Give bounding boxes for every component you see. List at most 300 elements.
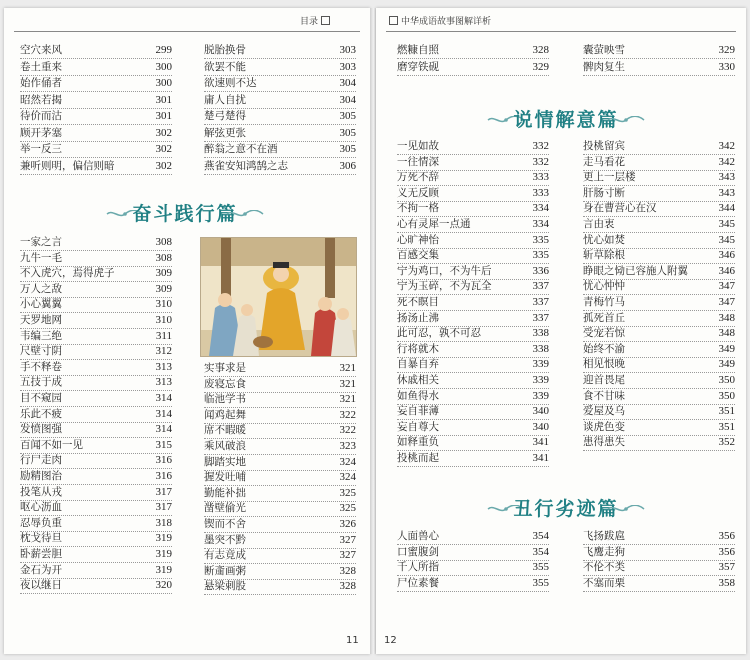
- toc-entry-page: 343: [718, 186, 735, 199]
- toc-entry-title: 不伦不类: [583, 561, 625, 574]
- toc-entry[interactable]: [583, 169, 735, 186]
- toc-entry[interactable]: [397, 185, 549, 202]
- toc-entry-page: 317: [155, 485, 172, 498]
- toc-entry-page: 348: [718, 311, 735, 324]
- toc-entry[interactable]: [397, 372, 549, 389]
- toc-entry[interactable]: [204, 360, 356, 377]
- toc-entry-title: 脚踏实地: [204, 455, 246, 468]
- toc-entry-page: 314: [155, 392, 172, 404]
- toc-entry-title: 席不暇暖: [204, 424, 246, 437]
- toc-entry[interactable]: [397, 232, 549, 249]
- toc-entry[interactable]: [204, 547, 356, 564]
- toc-entry-page: 308: [155, 236, 172, 248]
- toc-entry[interactable]: [204, 75, 356, 92]
- right-running-head: [386, 14, 491, 27]
- toc-entry[interactable]: [20, 390, 172, 407]
- toc-entry[interactable]: [397, 403, 549, 420]
- toc-entry[interactable]: [204, 454, 356, 471]
- toc-entry-page: 334: [532, 218, 549, 230]
- toc-entry-title: 宁为鸡口，不为牛后: [397, 264, 492, 277]
- toc-entry[interactable]: [397, 42, 549, 59]
- toc-entry-page: 305: [339, 110, 356, 122]
- toc-entry[interactable]: [20, 421, 172, 438]
- toc-entry[interactable]: [20, 265, 172, 282]
- toc-entry[interactable]: [204, 578, 356, 595]
- toc-entry[interactable]: [583, 372, 735, 389]
- toc-entry-title: 宁为玉碎，不为瓦全: [397, 280, 492, 293]
- toc-entry[interactable]: [397, 216, 549, 233]
- toc-entry-title: 悬梁刺股: [204, 580, 246, 593]
- toc-entry[interactable]: [204, 376, 356, 393]
- square-icon: [389, 16, 398, 25]
- toc-entry-title: 卧薪尝胆: [20, 548, 62, 560]
- toc-entry-title: 谈虎色变: [583, 420, 625, 433]
- toc-entry-title: 凿壁偷光: [204, 502, 246, 515]
- toc-entry[interactable]: [20, 296, 172, 313]
- toc-entry-title: 此可忍，孰不可忍: [397, 327, 481, 340]
- toc-entry-title: 心旷神怡: [397, 233, 439, 246]
- toc-entry[interactable]: [583, 356, 735, 373]
- toc-entry-title: 空穴来风: [20, 44, 62, 56]
- toc-entry[interactable]: [20, 281, 172, 298]
- toc-entry-page: 323: [339, 440, 356, 452]
- toc-entry-title: 不塞而栗: [583, 576, 625, 589]
- toc-entry-title: 庸人自扰: [204, 93, 246, 106]
- toc-entry-title: 闻鸡起舞: [204, 408, 246, 421]
- toc-entry-page: 357: [718, 561, 735, 574]
- toc-entry-title: 妄自菲薄: [397, 405, 439, 418]
- toc-entry[interactable]: [20, 125, 172, 142]
- toc-entry-page: 319: [155, 548, 172, 560]
- toc-entry-title: 墨突不黔: [204, 533, 246, 546]
- toc-entry[interactable]: [583, 59, 735, 76]
- toc-entry-title: 肝肠寸断: [583, 186, 625, 199]
- toc-entry-title: 始终不渝: [583, 342, 625, 355]
- toc-entry[interactable]: [583, 325, 735, 342]
- toc-entry-page: 341: [532, 436, 549, 449]
- toc-entry[interactable]: [20, 452, 172, 469]
- toc-entry-page: 342: [718, 140, 735, 152]
- section-heading-chouxing: [486, 492, 646, 522]
- toc-entry-title: 忧心如焚: [583, 233, 625, 246]
- toc-entry-title: 忧心忡忡: [583, 280, 625, 293]
- toc-entry[interactable]: [583, 154, 735, 171]
- toc-entry[interactable]: [583, 388, 735, 405]
- toc-entry-title: 燃糠自照: [397, 44, 439, 56]
- toc-entry[interactable]: [397, 169, 549, 186]
- running-head-text: 中华成语故事图解详析: [401, 17, 492, 27]
- scroll-ornament-icon: [225, 210, 265, 218]
- section-title: 说情解意篇: [513, 109, 619, 131]
- toc-entry-page: 345: [718, 218, 735, 230]
- toc-entry-page: 348: [718, 327, 735, 340]
- toc-entry[interactable]: [20, 250, 172, 267]
- toc-entry-page: 303: [339, 44, 356, 56]
- toc-entry-title: 受宠若惊: [583, 327, 625, 340]
- toc-entry[interactable]: [20, 359, 172, 376]
- toc-entry[interactable]: [397, 200, 549, 217]
- toc-entry-title: 解弦更张: [204, 126, 246, 139]
- toc-entry-title: 实事求是: [204, 362, 246, 374]
- toc-entry-page: 329: [718, 44, 735, 56]
- toc-entry-page: 354: [532, 545, 549, 558]
- toc-entry[interactable]: [20, 515, 172, 532]
- toc-entry[interactable]: [583, 434, 735, 451]
- toc-entry-page: 325: [339, 486, 356, 499]
- toc-entry-page: 338: [532, 327, 549, 340]
- toc-entry-title: 枕戈待旦: [20, 532, 62, 545]
- toc-entry-page: 344: [718, 202, 735, 215]
- toc-entry[interactable]: [20, 234, 172, 251]
- toc-entry-page: 333: [532, 171, 549, 184]
- toc-entry[interactable]: [204, 108, 356, 125]
- toc-entry-page: 326: [339, 518, 356, 530]
- toc-entry-title: 患得患失: [583, 436, 625, 449]
- toc-entry[interactable]: [204, 391, 356, 408]
- scroll-ornament-icon: [606, 505, 646, 513]
- toc-entry-title: 更上一层楼: [583, 171, 636, 184]
- toc-entry-title: 五技于成: [20, 376, 62, 389]
- toc-entry[interactable]: [583, 42, 735, 59]
- header-rule: [14, 31, 360, 32]
- toc-entry[interactable]: [583, 200, 735, 217]
- toc-entry-page: 321: [339, 377, 356, 390]
- toc-entry-page: 308: [155, 251, 172, 264]
- toc-entry-page: 309: [155, 282, 172, 295]
- toc-entry[interactable]: [20, 406, 172, 423]
- toc-entry[interactable]: [397, 325, 549, 342]
- toc-entry-title: 如鱼得水: [397, 389, 439, 402]
- section-title: 奋斗践行篇: [132, 203, 238, 225]
- toc-entry-title: 金石为开: [20, 563, 62, 576]
- toc-entry-title: 一见如故: [397, 140, 439, 152]
- toc-entry[interactable]: [20, 343, 172, 360]
- toc-entry[interactable]: [20, 312, 172, 329]
- right-page-number: 12: [384, 635, 397, 646]
- toc-entry-title: 自暴自弃: [397, 358, 439, 371]
- toc-entry-page: 343: [718, 171, 735, 184]
- toc-entry[interactable]: [204, 469, 356, 486]
- toc-entry[interactable]: [397, 138, 549, 155]
- toc-entry-title: 乐此不疲: [20, 407, 62, 420]
- toc-entry[interactable]: [20, 108, 172, 125]
- toc-entry-title: 兼听则明，偏信则暗: [20, 159, 115, 172]
- toc-entry[interactable]: [397, 434, 549, 451]
- toc-entry[interactable]: [20, 484, 172, 501]
- toc-entry-page: 328: [339, 580, 356, 593]
- toc-entry-page: 300: [155, 77, 172, 89]
- toc-entry[interactable]: [20, 42, 172, 59]
- toc-entry-page: 318: [155, 516, 172, 529]
- toc-entry-title: 始作俑者: [20, 77, 62, 89]
- toc-entry[interactable]: [204, 516, 356, 533]
- toc-entry[interactable]: [583, 185, 735, 202]
- toc-entry[interactable]: [20, 499, 172, 516]
- toc-entry-page: 301: [155, 110, 172, 122]
- toc-entry-title: 待价而沽: [20, 110, 62, 122]
- toc-entry-title: 投桃留宾: [583, 140, 625, 152]
- toc-entry-title: 楚弓楚得: [204, 110, 246, 122]
- toc-entry-page: 322: [339, 408, 356, 421]
- toc-entry[interactable]: [20, 92, 172, 109]
- toc-entry-page: 305: [339, 143, 356, 155]
- toc-entry[interactable]: [583, 310, 735, 327]
- toc-entry-page: 322: [339, 424, 356, 437]
- toc-entry-page: 324: [339, 455, 356, 468]
- toc-entry[interactable]: [397, 294, 549, 311]
- toc-entry-page: 334: [532, 202, 549, 215]
- header-rule: [386, 31, 736, 32]
- toc-entry-title: 行尸走肉: [20, 454, 62, 467]
- toc-entry-page: 324: [339, 471, 356, 484]
- toc-entry-title: 如释重负: [397, 436, 439, 449]
- toc-entry-page: 316: [155, 470, 172, 482]
- toc-entry-page: 304: [339, 77, 356, 89]
- toc-entry-title: 妄自尊大: [397, 420, 439, 433]
- toc-entry[interactable]: [20, 374, 172, 391]
- toc-entry-page: 319: [155, 532, 172, 545]
- toc-entry[interactable]: [204, 438, 356, 455]
- toc-entry[interactable]: [204, 563, 356, 580]
- toc-entry-page: 350: [718, 374, 735, 386]
- toc-entry[interactable]: [20, 75, 172, 92]
- story-illustration: [200, 237, 357, 357]
- section-heading-shuoqing: [486, 103, 646, 133]
- toc-entry[interactable]: [583, 419, 735, 436]
- toc-entry[interactable]: [397, 419, 549, 436]
- toc-entry[interactable]: [204, 141, 356, 158]
- toc-entry[interactable]: [583, 247, 735, 264]
- toc-entry-title: 飞扬跋扈: [583, 530, 625, 542]
- toc-entry-page: 325: [339, 502, 356, 515]
- toc-entry-title: 锲而不舍: [204, 518, 246, 530]
- toc-entry-page: 329: [532, 60, 549, 73]
- toc-entry[interactable]: [397, 263, 549, 280]
- toc-entry-title: 百闻不如一见: [20, 438, 83, 451]
- toc-entry[interactable]: [204, 407, 356, 424]
- toc-entry[interactable]: [397, 341, 549, 358]
- toc-entry-title: 投笔从戎: [20, 485, 62, 498]
- toc-entry[interactable]: [583, 216, 735, 233]
- toc-entry-page: 302: [155, 143, 172, 155]
- toc-entry-page: 313: [155, 376, 172, 389]
- toc-entry-title: 醉翁之意不在酒: [204, 143, 278, 155]
- toc-entry[interactable]: [397, 559, 549, 576]
- toc-entry[interactable]: [204, 500, 356, 517]
- toc-entry-page: 336: [532, 264, 549, 277]
- toc-entry[interactable]: [204, 125, 356, 142]
- toc-entry-page: 310: [155, 298, 172, 311]
- toc-entry-page: 319: [155, 563, 172, 576]
- toc-entry[interactable]: [583, 263, 735, 280]
- toc-entry-page: 354: [532, 530, 549, 542]
- toc-entry-page: 328: [339, 564, 356, 577]
- toc-entry-title: 天罗地网: [20, 314, 62, 326]
- toc-entry[interactable]: [583, 528, 735, 545]
- toc-entry[interactable]: [204, 422, 356, 439]
- toc-entry-page: 314: [155, 407, 172, 420]
- toc-entry-page: 302: [155, 126, 172, 139]
- toc-entry[interactable]: [204, 59, 356, 76]
- toc-entry-page: 356: [718, 530, 735, 542]
- toc-entry-page: 312: [155, 345, 172, 358]
- toc-entry[interactable]: [20, 468, 172, 485]
- toc-entry-title: 迎首畏尾: [583, 374, 625, 386]
- toc-entry-title: 相见恨晚: [583, 358, 625, 371]
- toc-entry-title: 食不甘味: [583, 389, 625, 402]
- toc-entry[interactable]: [397, 154, 549, 171]
- toc-entry-title: 义无反顾: [397, 186, 439, 199]
- toc-entry-title: 欲罢不能: [204, 60, 246, 73]
- left-running-head: [300, 14, 333, 27]
- toc-entry[interactable]: [20, 530, 172, 547]
- toc-entry[interactable]: [20, 577, 172, 594]
- toc-entry-page: 340: [532, 405, 549, 418]
- toc-entry-title: 囊萤映雪: [583, 44, 625, 56]
- toc-entry-page: 332: [532, 140, 549, 152]
- toc-entry-title: 废寝忘食: [204, 377, 246, 390]
- toc-entry[interactable]: [397, 247, 549, 264]
- toc-entry-page: 321: [339, 362, 356, 374]
- toc-entry[interactable]: [20, 141, 172, 158]
- toc-entry-title: 言由衷: [583, 218, 615, 230]
- toc-entry-page: 337: [532, 280, 549, 293]
- toc-entry[interactable]: [583, 278, 735, 295]
- toc-entry-title: 临池学书: [204, 393, 246, 406]
- toc-entry-page: 320: [155, 579, 172, 592]
- toc-entry-title: 行将就木: [397, 342, 439, 355]
- toc-entry-page: 316: [155, 454, 172, 467]
- toc-entry[interactable]: [397, 310, 549, 327]
- toc-entry-title: 忍辱负重: [20, 516, 62, 529]
- toc-entry[interactable]: [583, 544, 735, 561]
- toc-entry[interactable]: [20, 328, 172, 345]
- toc-entry[interactable]: [583, 575, 735, 592]
- toc-entry-title: 爱屋及乌: [583, 405, 625, 418]
- toc-entry[interactable]: [397, 278, 549, 295]
- toc-entry[interactable]: [397, 450, 549, 467]
- toc-entry-page: 330: [718, 60, 735, 73]
- toc-entry-page: 342: [718, 155, 735, 168]
- toc-entry[interactable]: [583, 341, 735, 358]
- toc-entry-page: 340: [532, 420, 549, 433]
- toc-entry[interactable]: [20, 437, 172, 454]
- toc-entry[interactable]: [204, 532, 356, 549]
- toc-entry[interactable]: [583, 403, 735, 420]
- toc-entry[interactable]: [397, 575, 549, 592]
- toc-entry-title: 九牛一毛: [20, 251, 62, 264]
- toc-entry-title: 不拘一格: [397, 202, 439, 215]
- toc-entry-title: 孤死首丘: [583, 311, 625, 324]
- toc-entry-title: 万人之敌: [20, 282, 62, 295]
- section-title: 丑行劣迹篇: [513, 498, 619, 520]
- toc-entry-page: 341: [532, 452, 549, 464]
- toc-entry-title: 昭然若揭: [20, 93, 62, 106]
- toc-entry-title: 手不释卷: [20, 360, 62, 373]
- toc-entry-page: 299: [155, 44, 172, 56]
- toc-entry[interactable]: [204, 485, 356, 502]
- toc-entry-page: 311: [155, 329, 172, 342]
- toc-entry-title: 小心翼翼: [20, 298, 62, 311]
- toc-entry-title: 握发吐哺: [204, 471, 246, 484]
- toc-entry-page: 358: [718, 576, 735, 589]
- toc-entry-page: 321: [339, 393, 356, 406]
- toc-entry-page: 335: [532, 249, 549, 262]
- toc-entry-page: 314: [155, 423, 172, 436]
- toc-entry[interactable]: [20, 546, 172, 563]
- toc-entry-page: 352: [718, 436, 735, 449]
- toc-entry-title: 尸位素餐: [397, 576, 439, 589]
- toc-entry[interactable]: [397, 59, 549, 76]
- toc-entry[interactable]: [397, 544, 549, 561]
- toc-entry[interactable]: [583, 294, 735, 311]
- square-icon: [321, 16, 330, 25]
- toc-entry-page: 315: [155, 438, 172, 451]
- toc-entry-page: 305: [339, 126, 356, 139]
- toc-entry[interactable]: [20, 562, 172, 579]
- toc-entry[interactable]: [204, 158, 356, 175]
- toc-entry[interactable]: [583, 138, 735, 155]
- toc-entry-page: 347: [718, 280, 735, 293]
- toc-entry[interactable]: [20, 158, 172, 175]
- toc-entry-title: 睁眼之恸已容施人附翼: [583, 264, 688, 277]
- toc-entry-title: 卷土重来: [20, 60, 62, 73]
- toc-entry-page: 349: [718, 358, 735, 371]
- section-heading-fendou: [105, 197, 265, 227]
- toc-entry-title: 顾开茅塞: [20, 126, 62, 139]
- toc-entry-title: 励精图治: [20, 470, 62, 482]
- toc-entry-title: 断齑画粥: [204, 564, 246, 577]
- toc-entry[interactable]: [204, 42, 356, 59]
- toc-entry-title: 万死不辞: [397, 171, 439, 184]
- toc-entry-page: 355: [532, 576, 549, 589]
- toc-entry-page: 356: [718, 545, 735, 558]
- toc-entry-page: 306: [339, 159, 356, 172]
- toc-entry-page: 339: [532, 389, 549, 402]
- toc-entry[interactable]: [397, 356, 549, 373]
- toc-entry-page: 333: [532, 186, 549, 199]
- toc-entry-title: 发愤图强: [20, 423, 62, 436]
- toc-entry[interactable]: [583, 232, 735, 249]
- toc-entry-page: 345: [718, 233, 735, 246]
- toc-entry-title: 勤能补拙: [204, 486, 246, 499]
- toc-entry-title: 目不窥园: [20, 392, 62, 404]
- toc-entry-title: 脱胎换骨: [204, 44, 246, 56]
- toc-entry[interactable]: [20, 59, 172, 76]
- toc-entry-title: 百感交集: [397, 249, 439, 262]
- toc-entry[interactable]: [583, 559, 735, 576]
- scroll-ornament-icon: [606, 116, 646, 124]
- toc-entry[interactable]: [204, 92, 356, 109]
- toc-entry-title: 燕雀安知鸿鹄之志: [204, 159, 288, 172]
- toc-entry-title: 人面兽心: [397, 530, 439, 542]
- toc-entry[interactable]: [397, 388, 549, 405]
- toc-entry-title: 走马看花: [583, 155, 625, 168]
- toc-entry-title: 千人所指: [397, 561, 439, 574]
- toc-entry-page: 327: [339, 533, 356, 546]
- toc-entry-title: 一家之言: [20, 236, 62, 248]
- toc-entry-title: 死不瞑目: [397, 296, 439, 308]
- toc-entry-page: 337: [532, 296, 549, 308]
- court-scene-illustration: [201, 238, 356, 356]
- toc-entry-title: 青梅竹马: [583, 296, 625, 308]
- toc-entry-title: 髀肉复生: [583, 60, 625, 73]
- toc-entry[interactable]: [397, 528, 549, 545]
- toc-entry-page: 310: [155, 314, 172, 326]
- toc-entry-title: 呕心沥血: [20, 501, 62, 514]
- toc-entry-page: 327: [339, 549, 356, 562]
- toc-entry-page: 301: [155, 93, 172, 106]
